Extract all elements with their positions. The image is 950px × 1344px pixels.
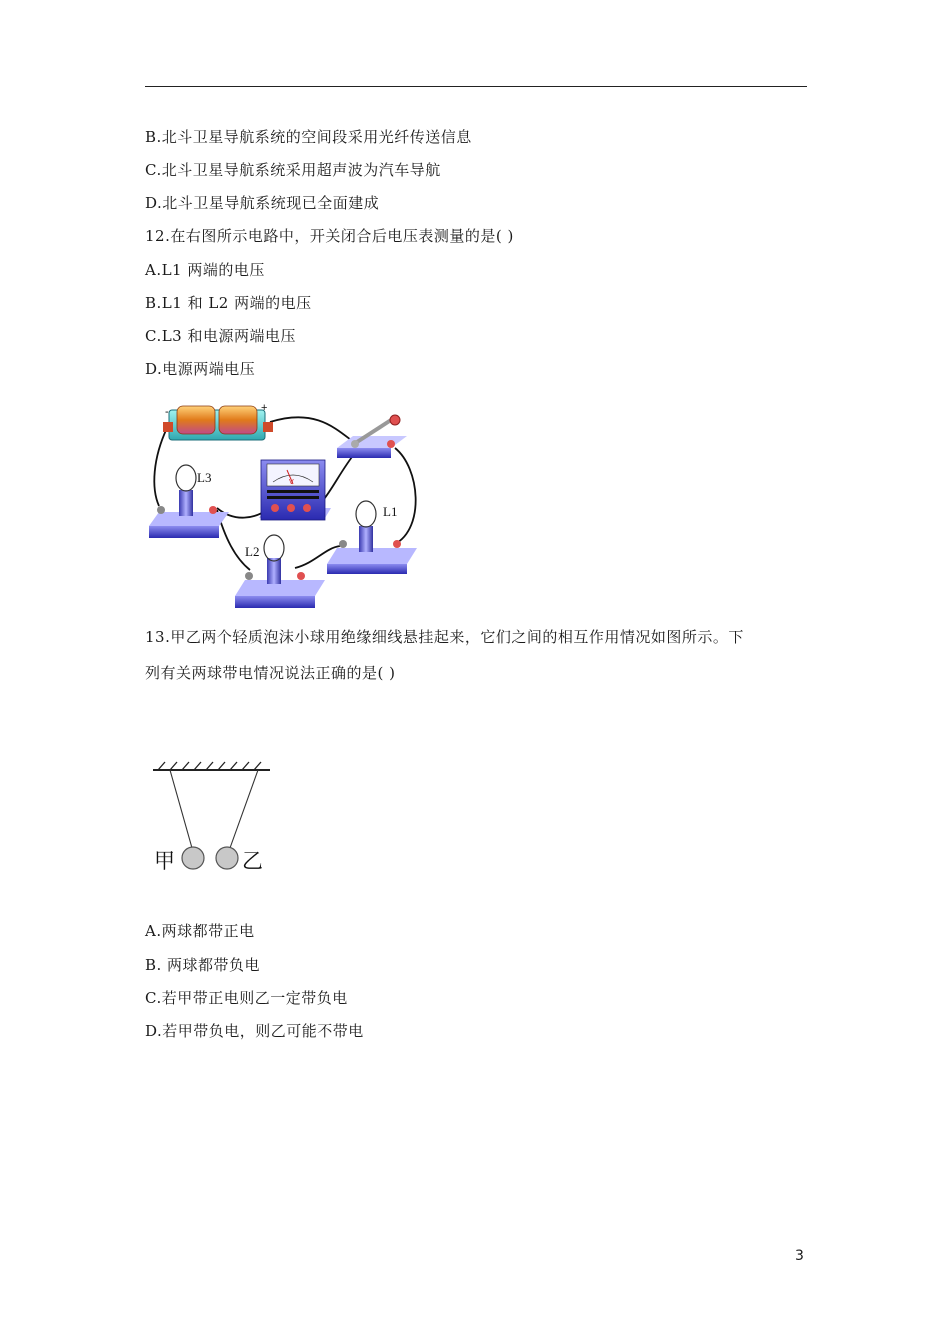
thread-left [170, 770, 192, 848]
ball-yi [216, 847, 238, 869]
q12-option-a: A.L1 两端的电压 [145, 261, 265, 279]
thread-right [230, 770, 258, 848]
header-rule [145, 86, 807, 87]
q13-option-a: A.两球都带正电 [145, 922, 255, 940]
ceiling-hatching [158, 762, 261, 770]
battery [163, 402, 273, 440]
battery-minus-label: - [165, 406, 169, 418]
q11-option-d: D.北斗卫星导航系统现已全面建成 [145, 194, 380, 212]
q13-option-c: C.若甲带正电则乙一定带负电 [145, 989, 348, 1007]
charged-balls-diagram [150, 760, 275, 885]
battery-plus-label: + [261, 402, 268, 414]
q11-option-b: B.北斗卫星导航系统的空间段采用光纤传送信息 [145, 128, 472, 146]
bulb-l2 [235, 535, 325, 608]
circuit-diagram [145, 398, 425, 610]
label-jia: 甲 [154, 849, 175, 873]
q12-option-c: C.L3 和电源两端电压 [145, 327, 296, 345]
page-number: 3 [795, 1248, 804, 1264]
label-l3: L3 [197, 470, 212, 485]
q13-stem-line2: 列有关两球带电情况说法正确的是( ) [145, 664, 396, 682]
label-l2: L2 [245, 544, 260, 559]
q13-option-b: B. 两球都带负电 [145, 956, 261, 974]
voltmeter [259, 460, 331, 520]
q13-option-d: D.若甲带负电，则乙可能不带电 [145, 1022, 364, 1040]
q12-option-d: D.电源两端电压 [145, 360, 256, 378]
bulb-l3 [149, 465, 229, 538]
voltmeter-symbol: V [289, 479, 294, 486]
label-yi: 乙 [242, 849, 263, 873]
ball-jia [182, 847, 204, 869]
q11-option-c: C.北斗卫星导航系统采用超声波为汽车导航 [145, 161, 441, 179]
q13-stem-line1: 13.甲乙两个轻质泡沫小球用绝缘细线悬挂起来，它们之间的相互作用情况如图所示。下 [145, 628, 744, 646]
q12-option-b: B.L1 和 L2 两端的电压 [145, 294, 312, 312]
label-l1: L1 [383, 504, 398, 519]
q12-stem: 12.在右图所示电路中，开关闭合后电压表测量的是( ) [145, 227, 514, 245]
